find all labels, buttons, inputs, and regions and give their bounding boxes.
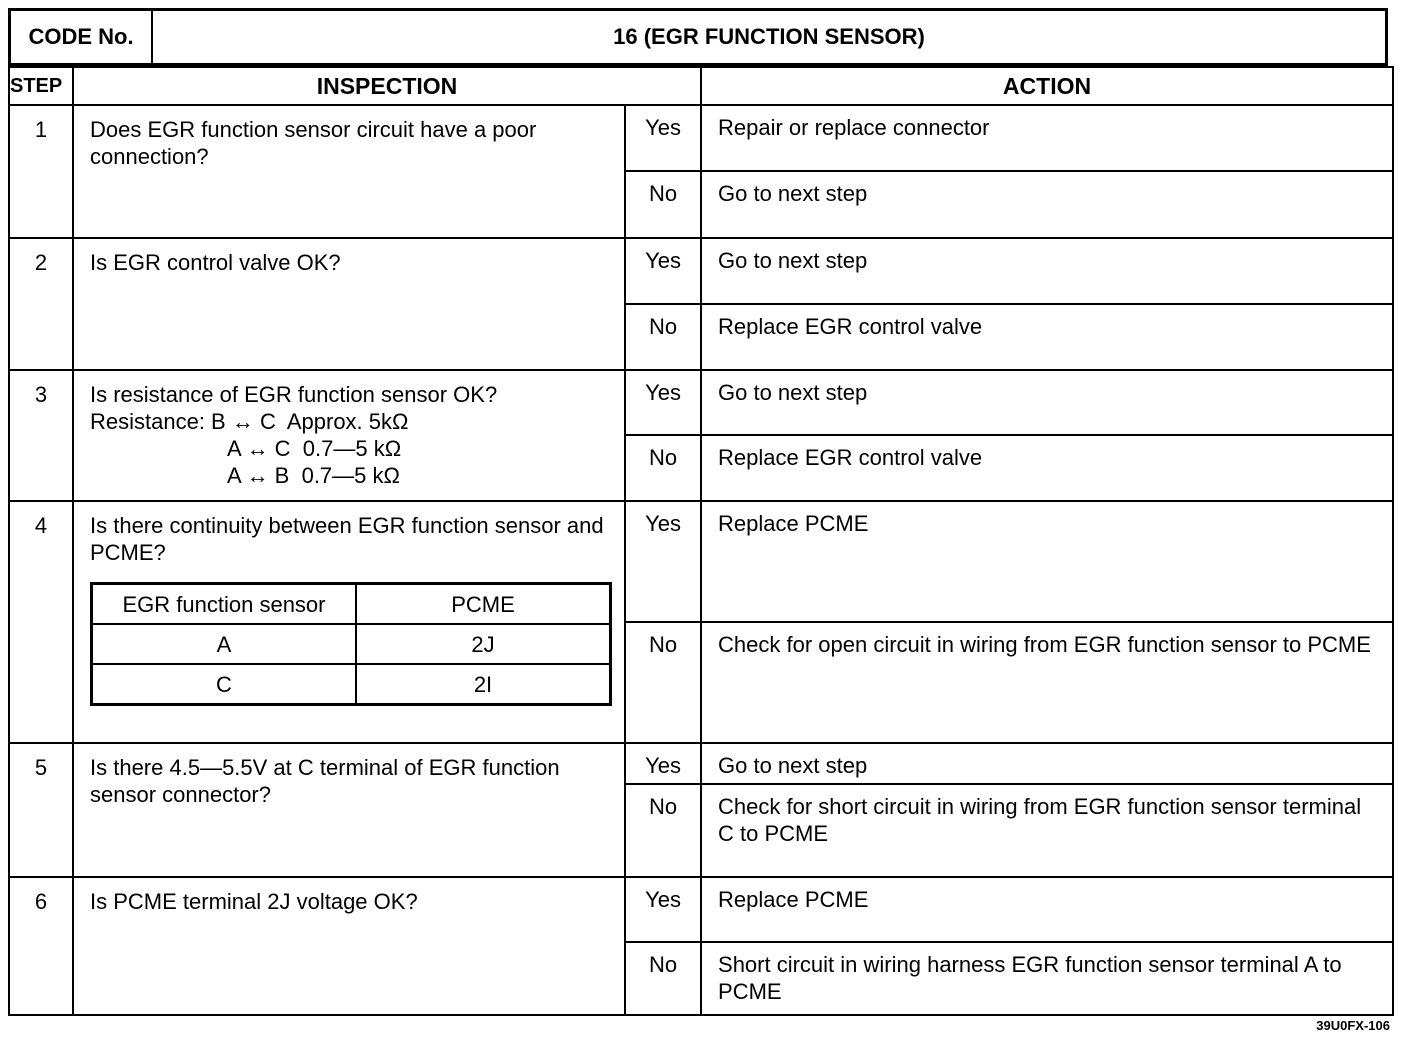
no-action: Check for open circuit in wiring from EGR function sensor to PCME xyxy=(701,622,1393,743)
yes-label: Yes xyxy=(625,370,701,435)
yes-label: Yes xyxy=(625,501,701,622)
inspection-text: Is PCME terminal 2J voltage OK? xyxy=(73,877,625,1015)
inspection-text: Is EGR control valve OK? xyxy=(73,238,625,370)
no-label: No xyxy=(625,784,701,877)
step-number: 4 xyxy=(9,501,73,743)
yes-label: Yes xyxy=(625,238,701,304)
step-number: 6 xyxy=(9,877,73,1015)
continuity-table xyxy=(90,582,612,706)
no-label: No xyxy=(625,435,701,501)
inspection-column-header: INSPECTION xyxy=(73,67,701,105)
resistance-spec: A ↔ C 0.7—5 kΩ xyxy=(227,436,402,461)
step-number: 3 xyxy=(9,370,73,501)
inspection-text: Is there 4.5—5.5V at C terminal of EGR function sensor connector? xyxy=(73,743,625,877)
table-row xyxy=(9,105,1393,171)
continuity-header: PCME xyxy=(356,584,611,625)
continuity-row xyxy=(92,664,611,705)
action-column-header: ACTION xyxy=(701,67,1393,105)
no-action: Replace EGR control valve xyxy=(701,435,1393,501)
yes-action: Go to next step xyxy=(701,238,1393,304)
no-action: Check for short circuit in wiring from EGR function sensor terminal C to PCME xyxy=(701,784,1393,877)
no-label: No xyxy=(625,171,701,238)
no-action: Replace EGR control valve xyxy=(701,304,1393,370)
step-number: 2 xyxy=(9,238,73,370)
inspection-table xyxy=(8,66,1394,1016)
continuity-cell: 2J xyxy=(356,624,611,664)
step-number: 1 xyxy=(9,105,73,238)
no-action: Short circuit in wiring harness EGR function sensor terminal A to PCME xyxy=(701,942,1393,1015)
no-label: No xyxy=(625,304,701,370)
yes-label: Yes xyxy=(625,877,701,942)
yes-action: Repair or replace connector xyxy=(701,105,1393,171)
table-row xyxy=(9,370,1393,435)
yes-action: Replace PCME xyxy=(701,877,1393,942)
yes-label: Yes xyxy=(625,105,701,171)
resistance-spec: A ↔ B 0.7—5 kΩ xyxy=(227,463,400,488)
table-header-row xyxy=(9,67,1393,105)
no-action: Go to next step xyxy=(701,171,1393,238)
code-title: 16 (EGR FUNCTION SENSOR) xyxy=(613,24,925,49)
inspection-text: Is there continuity between EGR function sensor and PCME? xyxy=(90,513,604,565)
yes-action: Go to next step xyxy=(701,370,1393,435)
table-row xyxy=(9,501,1393,622)
continuity-cell: A xyxy=(92,624,357,664)
table-row xyxy=(9,877,1393,942)
continuity-header: EGR function sensor xyxy=(92,584,357,625)
inspection-text: Is resistance of EGR function sensor OK? xyxy=(90,382,498,407)
inspection-cell xyxy=(73,370,625,501)
step-number: 5 xyxy=(9,743,73,877)
yes-label: Yes xyxy=(625,743,701,784)
step-column-header: STEP xyxy=(9,67,73,105)
figure-id: 39U0FX-106 xyxy=(1316,1018,1390,1033)
yes-action: Go to next step xyxy=(701,743,1393,784)
code-header xyxy=(8,8,1388,66)
table-row xyxy=(9,238,1393,304)
code-label: CODE No. xyxy=(11,11,153,63)
inspection-cell xyxy=(73,501,625,743)
table-row xyxy=(9,743,1393,784)
continuity-cell: 2I xyxy=(356,664,611,705)
continuity-header-row xyxy=(92,584,611,625)
yes-action: Replace PCME xyxy=(701,501,1393,622)
no-label: No xyxy=(625,942,701,1015)
no-label: No xyxy=(625,622,701,743)
continuity-row xyxy=(92,624,611,664)
continuity-cell: C xyxy=(92,664,357,705)
resistance-spec: Resistance: B ↔ C Approx. 5kΩ xyxy=(90,409,409,434)
inspection-text: Does EGR function sensor circuit have a poor connection? xyxy=(73,105,625,238)
